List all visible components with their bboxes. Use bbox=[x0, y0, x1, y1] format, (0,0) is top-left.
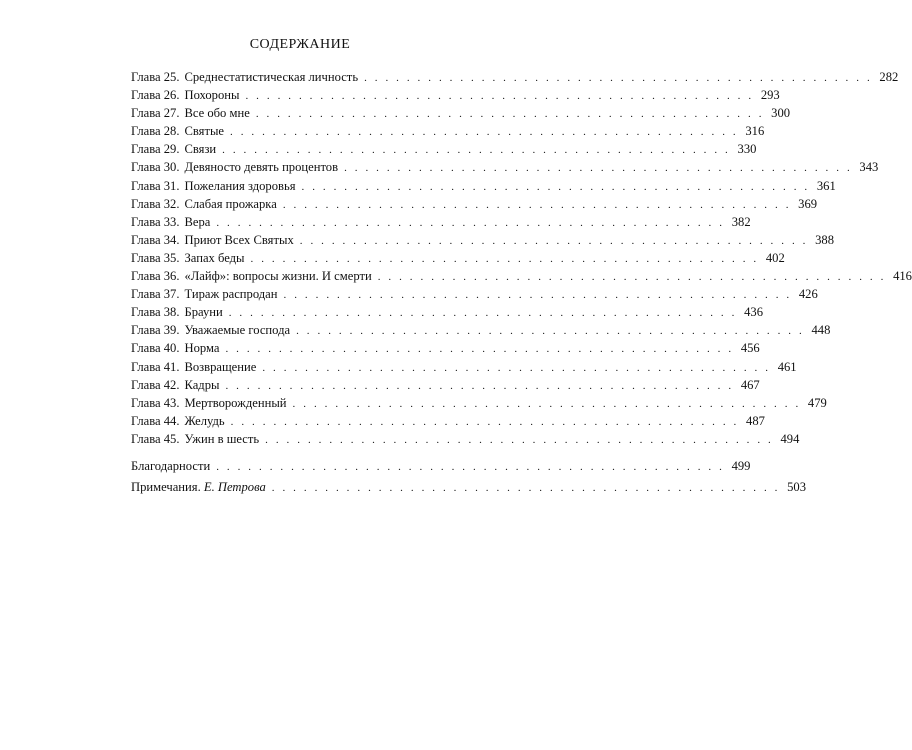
chapter-title: Возвращение bbox=[184, 359, 257, 374]
chapter-title: Все обо мне bbox=[184, 106, 250, 121]
entry-page-number: 316 bbox=[745, 124, 765, 139]
toc-entry-chapter bbox=[131, 104, 791, 122]
dot-leader: . . . . . . . . . . . . . . . . . . . . . . . . . . . . . . . . . . . . . . . . . . . . . . . . bbox=[230, 415, 739, 428]
toc-entry-chapter bbox=[131, 122, 765, 140]
dot-leader: . . . . . . . . . . . . . . . . . . . . . . . . . . . . . . . . . . . . . . . . . . . . . . . . bbox=[282, 198, 792, 211]
toc-entry-notes bbox=[131, 478, 807, 496]
chapter-title: Девяносто девять процентов bbox=[184, 160, 339, 175]
chapter-number: Глава 37. bbox=[131, 287, 180, 302]
chapter-title: Связи bbox=[184, 142, 217, 157]
chapter-title: Слабая прожарка bbox=[184, 196, 277, 211]
chapter-number: Глава 36. bbox=[131, 269, 180, 284]
dot-leader: . . . . . . . . . . . . . . . . . . . . . . . . . . . . . . . . . . . . . . . . . . . . . . . . bbox=[283, 289, 792, 302]
chapter-number: Глава 26. bbox=[131, 88, 180, 103]
entry-author: Е. Петрова bbox=[203, 480, 266, 495]
entry-page-number: 436 bbox=[744, 305, 763, 320]
dot-leader: . . . . . . . . . . . . . . . . . . . . . . . . . . . . . . . . . . . . . . . . . . . . . . . . bbox=[265, 433, 774, 446]
dot-leader: . . . . . . . . . . . . . . . . . . . . . . . . . . . . . . . . . . . . . . . . . . . . . . . . bbox=[250, 252, 759, 265]
chapter-title: Запах беды bbox=[184, 250, 245, 265]
chapter-number: Глава 34. bbox=[131, 232, 180, 247]
toc-heading: СОДЕРЖАНИЕ bbox=[249, 37, 351, 52]
chapter-number: Глава 40. bbox=[131, 341, 180, 356]
toc-entry-chapter bbox=[131, 267, 912, 285]
entry-title-wrap bbox=[131, 285, 278, 303]
toc-entry-chapter bbox=[131, 394, 827, 412]
entry-title-wrap bbox=[131, 158, 338, 176]
chapter-number: Глава 31. bbox=[131, 178, 180, 193]
toc-entry-chapter bbox=[131, 249, 785, 267]
entry-page-number: 503 bbox=[787, 480, 807, 495]
entry-title-wrap bbox=[131, 358, 256, 376]
chapter-number: Глава 42. bbox=[131, 377, 180, 392]
entry-title-wrap bbox=[131, 177, 296, 195]
chapter-title: Норма bbox=[184, 341, 220, 356]
chapter-title: Вера bbox=[184, 214, 211, 229]
chapter-title: Брауни bbox=[184, 305, 223, 320]
chapter-number: Глава 25. bbox=[131, 70, 180, 84]
dot-leader: . . . . . . . . . . . . . . . . . . . . . . . . . . . . . . . . . . . . . . . . . . . . . . . . bbox=[271, 482, 781, 495]
entry-title-wrap bbox=[131, 122, 224, 140]
toc-entry-chapter bbox=[131, 68, 899, 86]
chapter-number: Глава 28. bbox=[131, 124, 180, 139]
entry-page-number: 382 bbox=[731, 214, 751, 229]
dot-leader: . . . . . . . . . . . . . . . . . . . . . . . . . . . . . . . . . . . . . . . . . . . . . . . . bbox=[255, 108, 765, 121]
chapter-title: Уважаемые господа bbox=[184, 323, 291, 338]
entry-page-number: 467 bbox=[740, 377, 760, 392]
entry-title-wrap bbox=[131, 249, 245, 267]
toc-entry-chapter bbox=[131, 285, 818, 303]
chapter-title: Приют Всех Святых bbox=[184, 232, 294, 247]
chapter-title: Мертворожденный bbox=[184, 395, 287, 410]
chapter-number: Глава 44. bbox=[131, 413, 180, 428]
entry-page-number: 487 bbox=[746, 413, 765, 428]
chapter-title: Тираж распродан bbox=[184, 287, 278, 302]
entry-page-number: 361 bbox=[816, 178, 836, 193]
dot-leader: . . . . . . . . . . . . . . . . . . . . . . . . . . . . . . . . . . . . . . . . . . . . . . . . bbox=[262, 361, 771, 374]
entry-title: Примечания. bbox=[131, 480, 201, 495]
toc-entry-chapter bbox=[131, 303, 763, 321]
chapter-number: Глава 39. bbox=[131, 323, 180, 338]
dot-leader: . . . . . . . . . . . . . . . . . . . . . . . . . . . . . . . . . . . . . . . . . . . . . . . . bbox=[245, 90, 754, 103]
toc-entry-chapter bbox=[131, 376, 760, 394]
entry-page-number: 282 bbox=[879, 70, 899, 84]
entry-title-wrap bbox=[131, 394, 287, 412]
toc-entry-acknowledgements bbox=[131, 457, 751, 475]
toc-entry-chapter bbox=[131, 177, 836, 195]
dot-leader: . . . . . . . . . . . . . . . . . . . . . . . . . . . . . . . . . . . . . . . . . . . . . . . . bbox=[222, 144, 731, 157]
chapter-number: Глава 38. bbox=[131, 305, 180, 320]
spacer bbox=[131, 448, 463, 457]
chapter-title: Пожелания здоровья bbox=[184, 178, 296, 193]
dot-leader: . . . . . . . . . . . . . . . . . . . . . . . . . . . . . . . . . . . . . . . . . . . . . . . . bbox=[296, 325, 805, 338]
entry-page-number: 416 bbox=[893, 269, 912, 284]
entry-title-wrap bbox=[131, 140, 216, 158]
entry-page-number: 293 bbox=[760, 88, 780, 103]
chapter-number: Глава 27. bbox=[131, 106, 180, 121]
chapter-number: Глава 35. bbox=[131, 250, 180, 265]
entry-title-wrap bbox=[131, 376, 219, 394]
entry-title-wrap bbox=[131, 104, 250, 122]
entry-page-number: 426 bbox=[798, 287, 818, 302]
dot-leader: . . . . . . . . . . . . . . . . . . . . . . . . . . . . . . . . . . . . . . . . . . . . . . . . bbox=[377, 271, 886, 284]
entry-title: Благодарности bbox=[131, 458, 211, 473]
entry-page-number: 479 bbox=[807, 395, 827, 410]
entry-title-wrap bbox=[131, 267, 372, 285]
entry-title-wrap bbox=[131, 430, 259, 448]
entry-page-number: 330 bbox=[737, 142, 757, 157]
dot-leader: . . . . . . . . . . . . . . . . . . . . . . . . . . . . . . . . . . . . . . . . . . . . . . . . bbox=[216, 216, 725, 229]
chapter-title: Святые bbox=[184, 124, 224, 139]
entry-title-wrap bbox=[131, 303, 223, 321]
chapter-number: Глава 29. bbox=[131, 142, 180, 157]
toc-entry-chapter bbox=[131, 158, 879, 176]
dot-leader: . . . . . . . . . . . . . . . . . . . . . . . . . . . . . . . . . . . . . . . . . . . . . . . . bbox=[344, 162, 853, 175]
chapter-number: Глава 30. bbox=[131, 160, 180, 175]
dot-leader: . . . . . . . . . . . . . . . . . . . . . . . . . . . . . . . . . . . . . . . . . . . . . . . . bbox=[216, 460, 725, 473]
chapter-number: Глава 32. bbox=[131, 196, 180, 211]
entry-page-number: 494 bbox=[780, 431, 800, 446]
entry-page-number: 461 bbox=[777, 359, 797, 374]
table-of-contents bbox=[131, 68, 912, 496]
chapter-list bbox=[131, 68, 912, 448]
entry-page-number: 369 bbox=[798, 196, 818, 211]
toc-entry-chapter bbox=[131, 339, 760, 357]
entry-page-number: 456 bbox=[740, 341, 760, 356]
chapter-title: Желудь bbox=[184, 413, 225, 428]
entry-page-number: 499 bbox=[731, 458, 751, 473]
entry-title-wrap bbox=[131, 412, 225, 430]
dot-leader: . . . . . . . . . . . . . . . . . . . . . . . . . . . . . . . . . . . . . . . . . . . . . . . . bbox=[299, 234, 808, 247]
dot-leader: . . . . . . . . . . . . . . . . . . . . . . . . . . . . . . . . . . . . . . . . . . . . . . . . bbox=[364, 72, 873, 84]
entry-title-wrap bbox=[131, 86, 239, 104]
dot-leader: . . . . . . . . . . . . . . . . . . . . . . . . . . . . . . . . . . . . . . . . . . . . . . . . bbox=[225, 343, 734, 356]
dot-leader: . . . . . . . . . . . . . . . . . . . . . . . . . . . . . . . . . . . . . . . . . . . . . . . . bbox=[225, 379, 734, 392]
toc-entry-chapter bbox=[131, 430, 800, 448]
entry-title-wrap bbox=[131, 478, 266, 496]
entry-title-wrap bbox=[131, 339, 219, 357]
dot-leader: . . . . . . . . . . . . . . . . . . . . . . . . . . . . . . . . . . . . . . . . . . . . . . . . bbox=[230, 126, 739, 139]
chapter-number: Глава 33. bbox=[131, 214, 180, 229]
toc-entry-chapter bbox=[131, 358, 797, 376]
chapter-number: Глава 45. bbox=[131, 431, 180, 446]
toc-entry-chapter bbox=[131, 140, 757, 158]
chapter-title: Ужин в шесть bbox=[184, 431, 260, 446]
chapter-title: Среднестатистическая личность bbox=[184, 70, 359, 84]
dot-leader: . . . . . . . . . . . . . . . . . . . . . . . . . . . . . . . . . . . . . . . . . . . . . . . . bbox=[292, 397, 801, 410]
toc-entry-chapter bbox=[131, 195, 818, 213]
dot-leader: . . . . . . . . . . . . . . . . . . . . . . . . . . . . . . . . . . . . . . . . . . . . . . . . bbox=[228, 307, 737, 320]
chapter-title: Кадры bbox=[184, 377, 220, 392]
entry-page-number: 388 bbox=[815, 232, 834, 247]
entry-page-number: 448 bbox=[811, 323, 831, 338]
entry-title-wrap bbox=[131, 68, 358, 86]
entry-page-number: 300 bbox=[771, 106, 791, 121]
chapter-number: Глава 41. bbox=[131, 359, 180, 374]
toc-entry-chapter bbox=[131, 86, 780, 104]
entry-title-wrap bbox=[131, 213, 210, 231]
toc-entry-chapter bbox=[131, 231, 834, 249]
dot-leader: . . . . . . . . . . . . . . . . . . . . . . . . . . . . . . . . . . . . . . . . . . . . . . . . bbox=[301, 180, 810, 193]
chapter-number: Глава 43. bbox=[131, 395, 180, 410]
entry-page-number: 343 bbox=[859, 160, 879, 175]
entry-title-wrap bbox=[131, 195, 277, 213]
chapter-title: Похороны bbox=[184, 88, 240, 103]
entry-title-wrap bbox=[131, 321, 290, 339]
toc-entry-chapter bbox=[131, 213, 751, 231]
entry-page-number: 402 bbox=[765, 250, 785, 265]
toc-entry-chapter bbox=[131, 412, 765, 430]
chapter-title: «Лайф»: вопросы жизни. И смерти bbox=[184, 269, 372, 284]
toc-entry-chapter bbox=[131, 321, 831, 339]
entry-title-wrap bbox=[131, 231, 294, 249]
